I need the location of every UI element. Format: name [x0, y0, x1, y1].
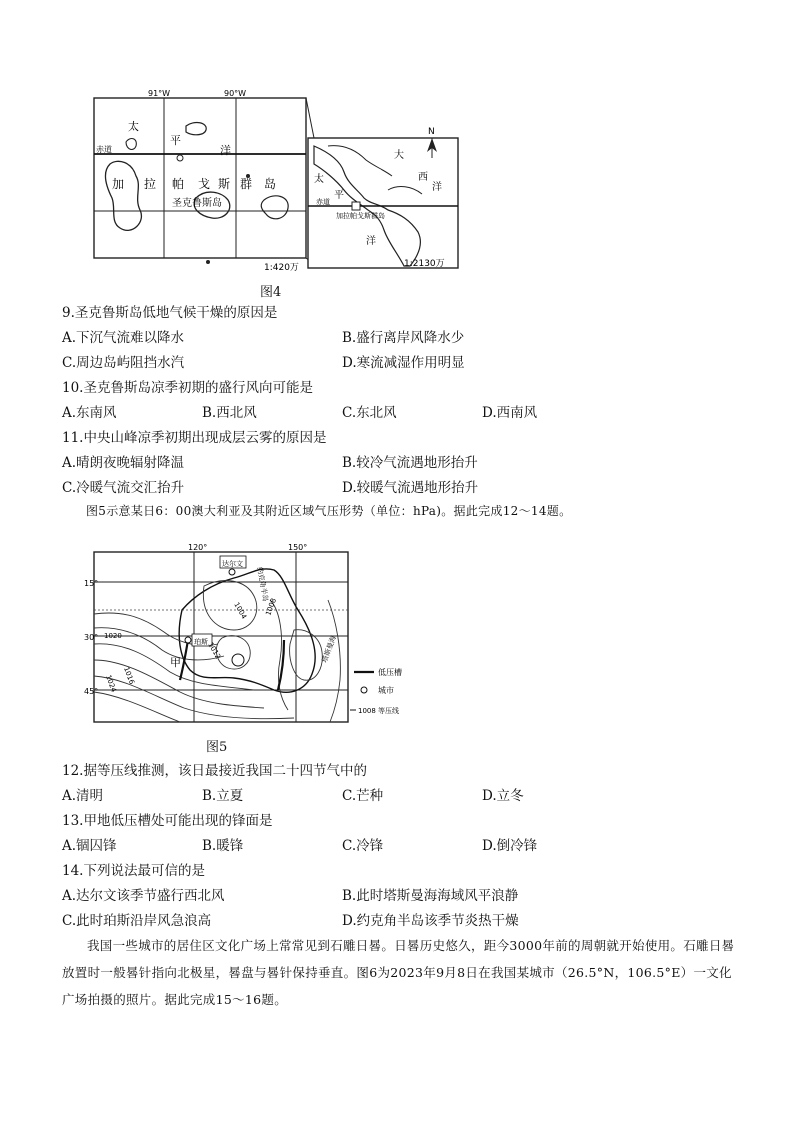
q11-option-d: D.较暖气流遇地形抬升	[342, 480, 479, 496]
q11-option-b: B.较冷气流遇地形抬升	[342, 455, 478, 471]
isobar-label: 1012	[206, 641, 223, 661]
isobar-label: 1004	[232, 601, 249, 621]
darwin-label: 达尔文	[222, 560, 243, 568]
lon-label-91w: 91°W	[148, 89, 171, 98]
lon-label-90w: 90°W	[224, 89, 247, 98]
pacific-char: 洋	[366, 236, 376, 247]
q14-option-b: B.此时塔斯曼海海域风平浪静	[342, 888, 519, 904]
isobar-label: 1008	[264, 597, 278, 617]
islands-char: 拉	[144, 177, 157, 191]
q9-option-c: C.周边岛屿阻挡水汽	[62, 355, 185, 371]
islands-char: 帕	[172, 177, 185, 191]
lat-15: 15°	[84, 579, 99, 588]
lon-150: 150°	[288, 543, 308, 552]
q13-stem: 13.甲地低压槽处可能出现的锋面是	[62, 813, 273, 829]
isobar-label: 1016	[122, 665, 136, 686]
fig5-intro: 图5示意某日6：00澳大利亚及其附近区域气压形势（单位：hPa)。据此完成12～14题。	[86, 504, 572, 518]
q11-option-c: C.冷暖气流交汇抬升	[62, 480, 185, 496]
tasman-label: 塔斯曼海	[320, 634, 338, 664]
q14-stem: 14.下列说法最可信的是	[62, 863, 205, 879]
islands-char: 斯	[218, 177, 231, 191]
q12-option-d: D.立冬	[482, 788, 524, 804]
lat-30: 30°	[84, 633, 99, 642]
atlantic-char: 洋	[432, 182, 442, 193]
cape-york-label: 约克角半岛	[255, 566, 270, 603]
q13-option-c: C.冷锋	[342, 838, 384, 854]
q12-option-a: A.清明	[62, 788, 104, 804]
equator-label-right: 赤道	[316, 198, 330, 206]
atlantic-char: 西	[418, 172, 428, 183]
scale-left: 1:420万	[264, 263, 299, 273]
pacific-char: 太	[314, 174, 324, 185]
north-label: N	[428, 127, 435, 137]
q10-option-a: A.东南风	[62, 405, 117, 421]
atlantic-char: 大	[394, 150, 404, 161]
q10-option-d: D.西南风	[482, 405, 538, 421]
q9-option-d: D.寒流减湿作用明显	[342, 355, 465, 371]
q11-option-a: A.晴朗夜晚辐射降温	[62, 455, 185, 471]
q13-option-d: D.倒冷锋	[482, 838, 538, 854]
figure-5-pressure-map	[84, 540, 434, 730]
legend-trough: 低压槽	[378, 668, 402, 677]
q14-option-c: C.此时珀斯沿岸风急浪高	[62, 913, 212, 929]
lon-120: 120°	[188, 543, 208, 552]
q11-stem: 11.中央山峰凉季初期出现成层云雾的原因是	[62, 430, 327, 446]
q12-option-c: C.芒种	[342, 788, 384, 804]
figure-5-caption: 图5	[206, 740, 228, 755]
islands-char: 岛	[264, 177, 277, 191]
legend-city: 城市	[378, 686, 394, 695]
lat-45: 45°	[84, 687, 99, 696]
q13-option-a: A.锢囚锋	[62, 838, 117, 854]
perth-label: 珀斯	[194, 638, 208, 646]
q14-option-d: D.约克角半岛该季节炎热干燥	[342, 913, 519, 929]
q10-option-c: C.东北风	[342, 405, 397, 421]
figure-4-maps	[88, 86, 468, 276]
q10-stem: 10.圣克鲁斯岛凉季初期的盛行风向可能是	[62, 380, 313, 396]
q14-option-a: A.达尔文该季节盛行西北风	[62, 888, 225, 904]
santa-cruz-label: 圣克鲁斯岛	[172, 198, 222, 209]
islands-char: 戈	[198, 177, 211, 191]
q10-option-b: B.西北风	[202, 405, 257, 421]
islands-char: 加	[112, 177, 125, 191]
fig6-intro: 我国一些城市的居住区文化广场上常常见到石雕日晷。日晷历史悠久，距今3000年前的周朝就开始使用。石雕日晷放置时一般晷针指向北极星，晷盘与晷针保持垂直。图6为2023年9月8日在我国某城市（26.5°N，106.5°E）一文化广场拍摄的照片。据此完成15～16题。	[62, 938, 735, 1007]
ocean-word-ping: 平	[170, 134, 181, 147]
q12-stem: 12.据等压线推测，该日最接近我国二十四节气中的	[62, 763, 367, 779]
q9-option-a: A.下沉气流难以降水	[62, 330, 185, 346]
isobar-label: 1020	[104, 632, 122, 640]
q13-option-b: B.暖锋	[202, 838, 244, 854]
equator-label: 赤道	[96, 145, 112, 154]
islands-char: 群	[240, 177, 253, 191]
legend-isobar: 1008 等压线	[358, 707, 400, 715]
q9-stem: 9.圣克鲁斯岛低地气候干燥的原因是	[62, 305, 278, 321]
scale-right: 1:2130万	[404, 259, 445, 269]
isobar-label: 1024	[104, 673, 118, 694]
pacific-char: 平	[334, 190, 344, 201]
q12-option-b: B.立夏	[202, 788, 244, 804]
q9-option-b: B.盛行离岸风降水少	[342, 330, 465, 346]
galapagos-label: 加拉帕戈斯群岛	[336, 212, 385, 220]
point-jia-label: 甲	[170, 656, 181, 669]
ocean-word-tai: 太	[128, 120, 139, 133]
ocean-word-yang: 洋	[220, 144, 231, 157]
figure-4-caption: 图4	[260, 285, 282, 300]
